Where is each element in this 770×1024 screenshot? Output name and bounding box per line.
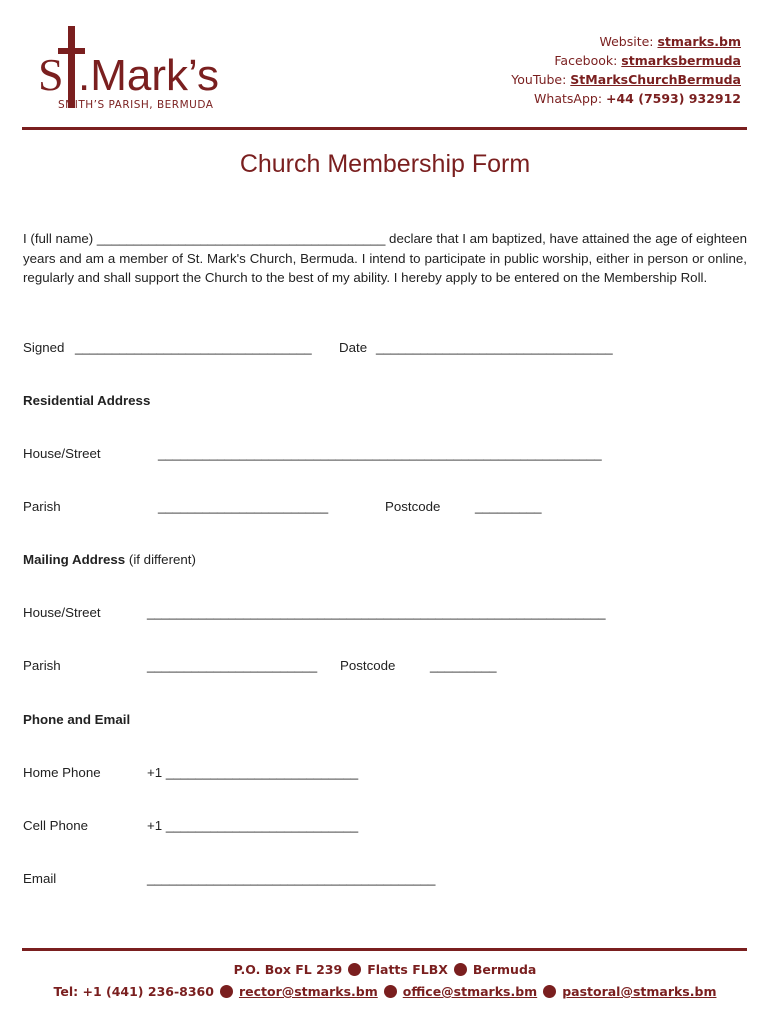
signed-label: Signed — [23, 340, 65, 355]
residential-parish-field[interactable]: _______________________ — [158, 499, 329, 514]
office-email-link[interactable]: office@stmarks.bm — [402, 984, 538, 999]
mailing-postcode-field[interactable]: _________ — [430, 658, 497, 673]
mailing-heading-title: Mailing Address — [23, 552, 126, 567]
rector-email-link[interactable]: rector@stmarks.bm — [238, 984, 378, 999]
contact-website: Website: stmarks.bm — [599, 34, 741, 49]
mailing-parish-label: Parish — [23, 658, 61, 673]
logo-subtitle: SMITH’S PARISH, BERMUDA — [58, 99, 214, 111]
cell-phone-label: Cell Phone — [23, 818, 89, 833]
email-label: Email — [23, 871, 57, 886]
date-label: Date — [339, 340, 368, 355]
mailing-house-label: House/Street — [23, 605, 101, 620]
website-link[interactable]: stmarks.bm — [657, 34, 741, 49]
home-phone-field[interactable]: +1 __________________________ — [147, 765, 359, 780]
residential-house-label: House/Street — [23, 446, 101, 461]
declaration-text: I (full name) _______________________________________ declare that I am baptized, have attained the age of eighteen years and am a member of St. Mark's Church, Bermuda. I intend to participate in public worship, either in person or online, regularly and shall support the Church to the best of my ability. I hereby apply to be entered on the Membership Roll. — [23, 231, 747, 285]
header-divider — [22, 127, 747, 130]
contact-facebook: Facebook: stmarksbermuda — [554, 53, 741, 68]
residential-house-field[interactable]: ____________________________________________________________ — [158, 446, 602, 461]
mailing-heading-note: (if different) — [125, 552, 196, 567]
church-logo — [36, 24, 236, 114]
mailing-postcode-label: Postcode — [340, 658, 396, 673]
form-title: Church Membership Form — [239, 150, 531, 178]
date-field[interactable]: ________________________________ — [376, 340, 613, 355]
contact-youtube: YouTube: StMarksChurchBermuda — [511, 72, 741, 87]
cell-phone-field[interactable]: +1 __________________________ — [147, 818, 359, 833]
whatsapp-number: +44 (7593) 932912 — [606, 91, 741, 106]
bullet-icon — [384, 985, 397, 998]
footer-address — [0, 962, 770, 977]
pastoral-email-link[interactable]: pastoral@stmarks.bm — [562, 984, 717, 999]
bullet-icon — [348, 963, 361, 976]
residential-postcode-field[interactable]: _________ — [475, 499, 542, 514]
footer-flatts: Flatts FLBX — [367, 962, 448, 977]
youtube-link[interactable]: StMarksChurchBermuda — [570, 72, 741, 87]
footer-divider — [22, 948, 747, 951]
mailing-heading — [23, 552, 196, 567]
footer-pobox: P.O. Box FL 239 — [233, 962, 343, 977]
logo-s: S — [38, 49, 64, 100]
home-phone-label: Home Phone — [23, 765, 101, 780]
logo-mark: .Mark’s — [78, 51, 219, 100]
footer-country: Bermuda — [472, 962, 537, 977]
bullet-icon — [220, 985, 233, 998]
signed-field[interactable]: ________________________________ — [75, 340, 312, 355]
bullet-icon — [454, 963, 467, 976]
facebook-link[interactable]: stmarksbermuda — [621, 53, 741, 68]
mailing-parish-field[interactable]: _______________________ — [147, 658, 318, 673]
phone-heading: Phone and Email — [23, 712, 131, 727]
logo-cross-vertical — [68, 26, 75, 108]
mailing-house-field[interactable]: ______________________________________________________________ — [147, 605, 606, 620]
footer-contacts — [0, 984, 770, 999]
contact-whatsapp: WhatsApp: +44 (7593) 932912 — [534, 91, 741, 106]
residential-parish-label: Parish — [23, 499, 61, 514]
residential-heading: Residential Address — [23, 393, 151, 408]
footer-tel: Tel: +1 (441) 236-8360 — [53, 984, 214, 999]
residential-postcode-label: Postcode — [385, 499, 441, 514]
email-field[interactable]: _______________________________________ — [147, 871, 436, 886]
bullet-icon — [543, 985, 556, 998]
